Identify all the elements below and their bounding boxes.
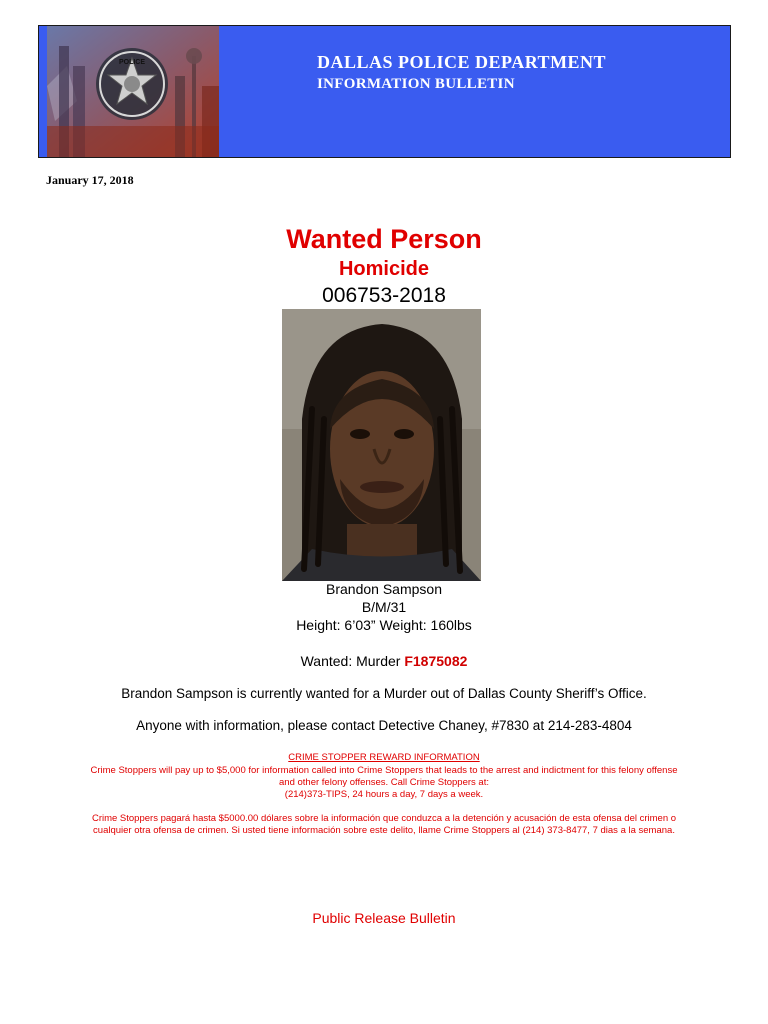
police-badge-skyline-image (47, 26, 219, 157)
reward-spanish-line-1: Crime Stoppers pagará hasta $5000.00 dólares sobre la información que conduzca a la detención y acusación de esta ofensa del crimen o (91, 813, 677, 824)
bulletin-title: Wanted Person (286, 224, 482, 254)
reward-english-line-3: (214)373-TIPS, 24 hours a day, 7 days a week. (284, 789, 484, 800)
reward-heading: CRIME STOPPER REWARD INFORMATION (288, 752, 480, 763)
suspect-photo (282, 309, 481, 581)
reward-english (40, 765, 728, 801)
bulletin-type: INFORMATION BULLETIN (317, 76, 515, 92)
crime-type: Homicide (338, 258, 430, 280)
reward-spanish (40, 813, 728, 837)
suspect-name: Brandon Sampson (326, 581, 442, 597)
wanted-label: Wanted: Murder (300, 653, 401, 669)
department-name: DALLAS POLICE DEPARTMENT (317, 52, 607, 72)
badge-text: POLICE (118, 59, 146, 66)
public-release-label: Public Release Bulletin (312, 910, 456, 926)
bulletin-header (38, 25, 731, 158)
case-number: 006753-2018 (322, 284, 446, 307)
suspect-description: Brandon Sampson is currently wanted for a Murder out of Dallas County Sheriff’s Office. (121, 686, 647, 701)
suspect-demographics: B/M/31 (361, 599, 407, 615)
contact-information: Anyone with information, please contact Detective Chaney, #7830 at 214-283-4804 (136, 718, 632, 733)
reward-english-line-1: Crime Stoppers will pay up to $5,000 for information called into Crime Stoppers that leads to the arrest and indictment for this felony offense (90, 765, 678, 776)
wanted-charge (0, 653, 768, 669)
suspect-height-weight: Height: 6’03” Weight: 160lbs (296, 617, 472, 633)
reward-spanish-line-2: cualquier otra ofensa de crimen. Si usted tiene información sobre este delito, llame Crime Stoppers al (214) 373-8477, 7 dias a la semana. (93, 825, 675, 836)
reward-english-line-2: and other felony offenses. Call Crime Stoppers at: (279, 777, 489, 788)
bulletin-date: January 17, 2018 (46, 173, 134, 187)
warrant-number: F1875082 (404, 653, 468, 669)
department-title-block (317, 52, 606, 93)
